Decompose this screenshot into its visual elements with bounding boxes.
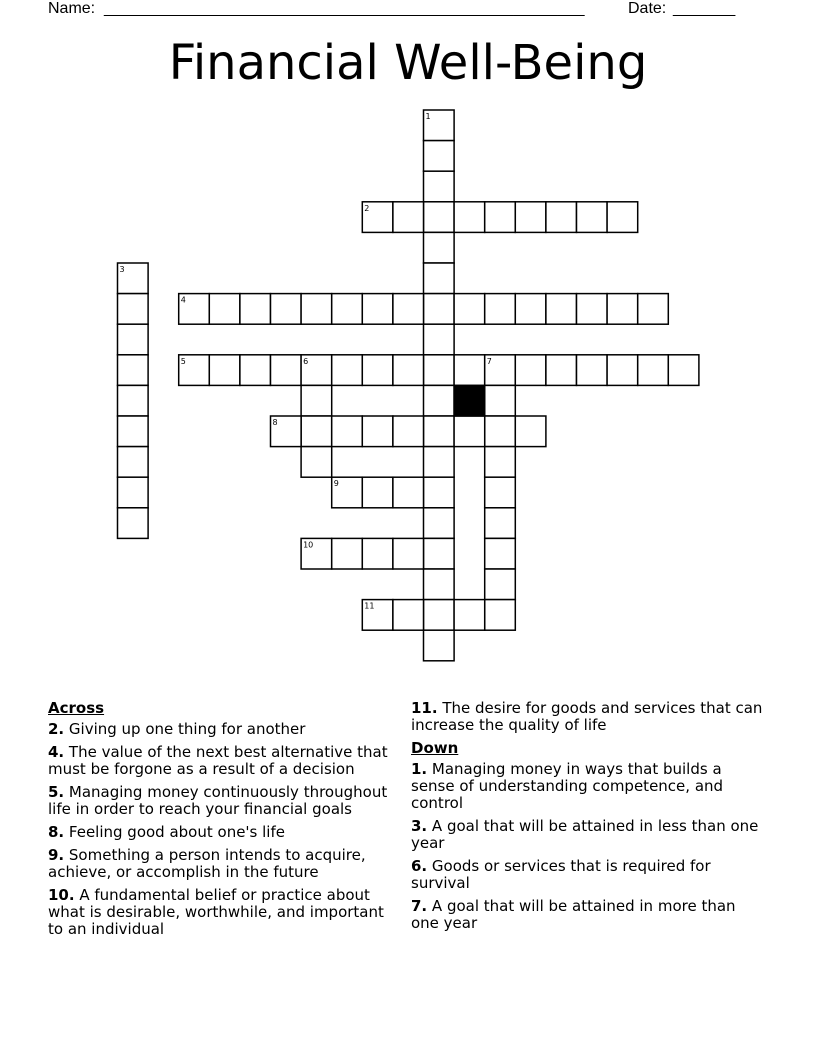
- grid-cell[interactable]: [424, 263, 455, 294]
- name-field[interactable]: ______________________________________________________: [104, 0, 585, 17]
- grid-cell[interactable]: [577, 355, 608, 386]
- grid-cell[interactable]: [485, 477, 516, 508]
- grid-cell[interactable]: [454, 416, 485, 447]
- clue-number: 8.: [48, 823, 65, 841]
- clue-number: 7.: [411, 897, 428, 915]
- grid-cell[interactable]: [118, 355, 149, 386]
- grid-cell[interactable]: [393, 202, 424, 233]
- grid-cell[interactable]: [546, 294, 577, 325]
- grid-cell[interactable]: [485, 447, 516, 478]
- grid-cell[interactable]: [240, 294, 271, 325]
- down-clue: [411, 858, 763, 892]
- clue-number-4: 4: [180, 295, 186, 305]
- grid-cell[interactable]: [638, 294, 669, 325]
- grid-cell[interactable]: [393, 477, 424, 508]
- clue-text: Feeling good about one's life: [64, 823, 285, 841]
- grid-cell[interactable]: [424, 202, 455, 233]
- clue-number-3: 3: [119, 265, 125, 274]
- grid-cell[interactable]: [424, 355, 455, 386]
- grid-cell[interactable]: [485, 385, 516, 416]
- across-clue: [48, 784, 400, 818]
- down-clue-list: [411, 761, 763, 932]
- across-clue: [48, 824, 400, 841]
- clue-number: 4.: [48, 743, 65, 761]
- clue-number: 9.: [48, 846, 65, 864]
- across-clue: [48, 847, 400, 881]
- grid-cell[interactable]: [362, 355, 393, 386]
- grid-cell[interactable]: [424, 508, 455, 539]
- grid-cell[interactable]: [332, 538, 363, 569]
- grid-cell[interactable]: [301, 385, 332, 416]
- clue-number: 11.: [411, 699, 438, 717]
- clue-text: Managing money continuously throughout life in order to reach your financial goals: [48, 783, 388, 818]
- grid-cell[interactable]: [301, 294, 332, 325]
- grid-cell[interactable]: [485, 416, 516, 447]
- clue-number-6: 6: [303, 356, 309, 366]
- grid-cell[interactable]: [485, 538, 516, 569]
- across-clue: [48, 744, 400, 778]
- grid-cell[interactable]: [424, 141, 455, 172]
- across-clue: [48, 887, 400, 938]
- clue-text: A goal that will be attained in more than one year: [411, 897, 736, 932]
- date-label: Date:: [628, 0, 667, 17]
- clue-text: Managing money in ways that builds a sense of understanding competence, and control: [411, 760, 724, 812]
- grid-cell[interactable]: [607, 294, 638, 325]
- grid-cell[interactable]: [118, 508, 149, 539]
- grid-cell[interactable]: [515, 416, 546, 447]
- clue-text: The desire for goods and services that can increase the quality of life: [411, 699, 763, 734]
- clue-text: A goal that will be attained in less than one year: [411, 817, 759, 852]
- grid-cell[interactable]: [424, 416, 455, 447]
- grid-cell[interactable]: [424, 294, 455, 325]
- grid-cell[interactable]: [424, 385, 455, 416]
- grid-cell[interactable]: [332, 355, 363, 386]
- grid-cell[interactable]: [271, 294, 302, 325]
- down-clue: [411, 761, 763, 812]
- grid-cell[interactable]: [454, 202, 485, 233]
- clue-number: 1.: [411, 760, 428, 778]
- grid-cell[interactable]: [301, 447, 332, 478]
- clues-right-column: [411, 700, 763, 938]
- grid-cell[interactable]: [393, 294, 424, 325]
- grid-cell[interactable]: [424, 171, 455, 202]
- grid-cell[interactable]: [485, 600, 516, 631]
- clue-number: 2.: [48, 720, 65, 738]
- grid-cell[interactable]: [485, 508, 516, 539]
- grid-cell[interactable]: [362, 294, 393, 325]
- grid-cell[interactable]: [301, 416, 332, 447]
- grid-cell[interactable]: [118, 447, 149, 478]
- grid-cell[interactable]: [424, 538, 455, 569]
- grid-cell[interactable]: [424, 232, 455, 263]
- clue-number-5: 5: [180, 356, 186, 366]
- clue-text: The value of the next best alternative that must be forgone as a result of a decision: [48, 743, 388, 778]
- grid-cell[interactable]: [515, 202, 546, 233]
- down-heading: Down: [411, 739, 459, 757]
- clue-number-8: 8: [272, 418, 278, 427]
- clue-number-2: 2: [364, 203, 370, 213]
- clue-number-7: 7: [486, 356, 492, 366]
- grid-cell[interactable]: [332, 294, 363, 325]
- clues-left-column: [48, 700, 400, 944]
- clue-text: Something a person intends to acquire, achieve, or accomplish in the future: [48, 846, 366, 881]
- grid-cell[interactable]: [424, 569, 455, 600]
- grid-cell[interactable]: [546, 202, 577, 233]
- grid-cell[interactable]: [209, 294, 240, 325]
- grid-cell[interactable]: [240, 355, 271, 386]
- clue-text: A fundamental belief or practice about what is desirable, worthwhile, and important to an individual: [48, 886, 384, 938]
- clue-number-1: 1: [425, 112, 431, 121]
- grid-cell[interactable]: [118, 294, 149, 325]
- grid-cell[interactable]: [362, 477, 393, 508]
- grid-cell[interactable]: [638, 355, 669, 386]
- grid-cell[interactable]: [118, 324, 149, 355]
- grid-cell[interactable]: [546, 355, 577, 386]
- across-clue-list-continued: [411, 700, 763, 734]
- across-clue: [411, 700, 763, 734]
- grid-cell[interactable]: [393, 600, 424, 631]
- grid-cell[interactable]: [607, 202, 638, 233]
- grid-cell[interactable]: [118, 385, 149, 416]
- grid-cell[interactable]: [668, 355, 699, 386]
- grid-cell[interactable]: [118, 416, 149, 447]
- grid-cell[interactable]: [209, 355, 240, 386]
- clue-number: 10.: [48, 886, 75, 904]
- grid-cell[interactable]: [393, 355, 424, 386]
- clue-number: 6.: [411, 857, 428, 875]
- grid-cell[interactable]: [424, 630, 455, 661]
- grid-cell[interactable]: [393, 416, 424, 447]
- clue-text: Goods or services that is required for survival: [411, 857, 711, 892]
- grid-cell[interactable]: [577, 294, 608, 325]
- grid-cell[interactable]: [485, 294, 516, 325]
- across-heading: Across: [48, 699, 105, 717]
- grid-cell[interactable]: [393, 538, 424, 569]
- grid-cell[interactable]: [577, 202, 608, 233]
- across-clue: [48, 721, 400, 738]
- clue-number-10: 10: [303, 540, 314, 550]
- name-label: Name:: [48, 0, 96, 17]
- grid-cell[interactable]: [332, 416, 363, 447]
- grid-cell[interactable]: [362, 538, 393, 569]
- clue-number-11: 11: [364, 601, 375, 611]
- grid-cell[interactable]: [515, 355, 546, 386]
- grid-cell[interactable]: [424, 447, 455, 478]
- grid-cell[interactable]: [454, 355, 485, 386]
- grid-cell[interactable]: [118, 477, 149, 508]
- date-field[interactable]: _______: [673, 0, 736, 17]
- down-clue: [411, 818, 763, 852]
- page-title: Financial Well-Being: [168, 35, 648, 91]
- grid-cell[interactable]: [454, 294, 485, 325]
- clue-number-9: 9: [333, 479, 339, 489]
- grid-cell[interactable]: [271, 355, 302, 386]
- clue-number: 3.: [411, 817, 428, 835]
- grid-cell[interactable]: [362, 416, 393, 447]
- grid-cell[interactable]: [424, 600, 455, 631]
- across-clue-list: [48, 721, 400, 938]
- grid-cell[interactable]: [515, 294, 546, 325]
- grid-cell[interactable]: [454, 600, 485, 631]
- grid-cell[interactable]: [485, 202, 516, 233]
- grid-block: [454, 385, 485, 416]
- clue-number: 5.: [48, 783, 65, 801]
- down-clue: [411, 898, 763, 932]
- grid-cell[interactable]: [424, 477, 455, 508]
- grid-cell[interactable]: [485, 569, 516, 600]
- grid-cell[interactable]: [607, 355, 638, 386]
- clue-text: Giving up one thing for another: [64, 720, 306, 738]
- grid-cell[interactable]: [424, 324, 455, 355]
